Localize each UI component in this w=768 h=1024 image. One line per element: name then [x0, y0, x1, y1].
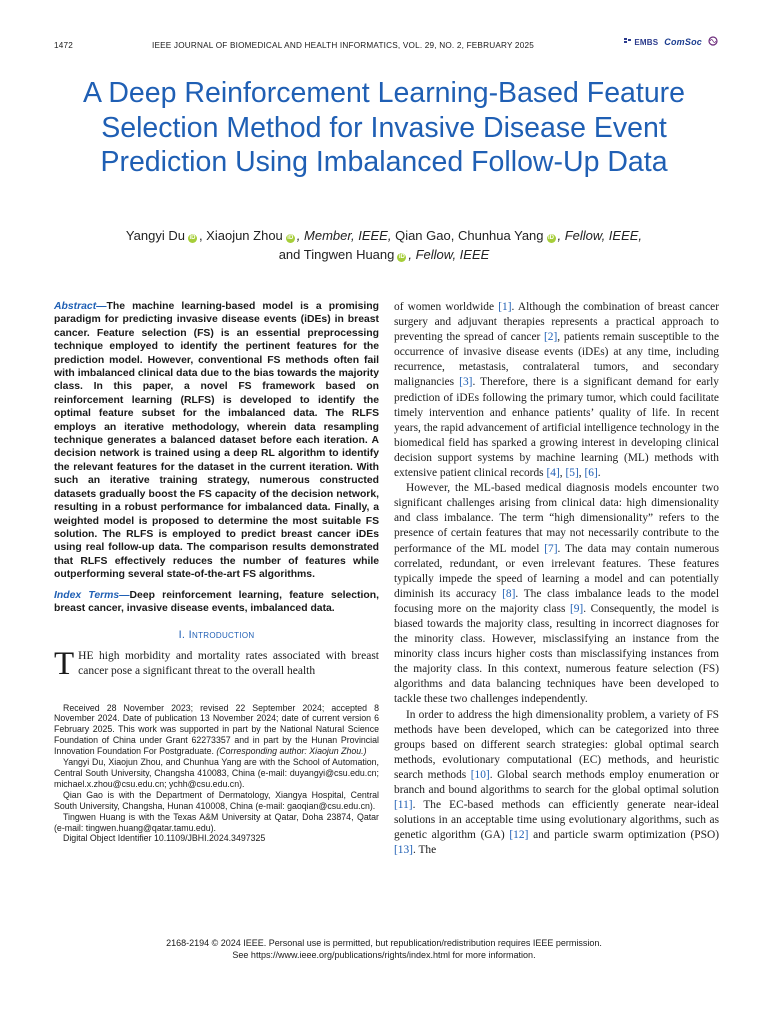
author-name: Yangyi Du	[125, 228, 185, 243]
footnote-affiliation-1: Yangyi Du, Xiaojun Zhou, and Chunhua Yang are with the School of Automation, Central South University, Changsha 410083, China (e-mail: duyangyi@csu.edu.cn; michael.x.zhou@csu.edu.cn; ychh@csu.edu.cn).	[54, 757, 379, 789]
body-paragraph	[394, 300, 719, 481]
running-head	[54, 37, 714, 54]
orcid-icon[interactable]: iD	[287, 235, 294, 241]
body-text: .	[597, 467, 601, 480]
citation-link[interactable]: [11]	[394, 799, 413, 812]
signal-processing-icon	[708, 36, 718, 46]
body-text: ,	[578, 467, 585, 480]
embs-logo-text: EMBS	[634, 38, 659, 47]
body-paragraph	[394, 708, 719, 859]
corresponding-author: (Corresponding author: Xiaojun Zhou.)	[216, 746, 367, 757]
author-name: Qian Gao	[395, 228, 451, 243]
citation-link[interactable]: [3]	[459, 376, 473, 389]
footnote-received	[54, 703, 379, 758]
body-text: ,	[559, 467, 566, 480]
body-text: . Although the combination of breast cancer surgery and adjuvant therapies represents a practical approach to preventing the spread of cancer	[394, 301, 720, 344]
author-membership: , Member, IEEE,	[296, 228, 392, 243]
citation-link[interactable]: [12]	[509, 829, 529, 842]
abstract	[54, 300, 379, 582]
author-name: Tingwen Huang	[303, 246, 395, 262]
section-number: I.	[178, 629, 186, 642]
citation-link[interactable]: [1]	[498, 301, 512, 313]
embs-logo	[624, 37, 658, 47]
body-text: . The class imbalance leads to the model focusing more on the majority class	[394, 587, 719, 615]
citation-link[interactable]: [6]	[584, 467, 598, 480]
body-text: , patients remain susceptible to the occurrence of invasive disease events (iDEs) at any time, including recurrence, metastasis, contralateral tumors, and secondary malignancies	[394, 331, 719, 389]
body-text: In order to address the high dimensionality problem, a variety of FS methods have been developed, which can be categorized into three groups based on different search strategies: global optimal search methods, evolutionary computational (EC) methods, and heuristic search methods	[394, 708, 719, 781]
journal-name: IEEE JOURNAL OF BIOMEDICAL AND HEALTH INFORMATICS, VOL. 29, NO. 2, FEBRUARY 2025	[152, 41, 534, 50]
author-list: Yangyi Du iD , Xiaojun Zhou iD , Member, IEEE, Qian Gao, Chunhua Yang iD , Fellow, IEEE, and Tingwen Huang iD , Fellow, IEEE	[125, 228, 643, 262]
author-conjunction: and	[278, 246, 301, 262]
citation-link[interactable]: [8]	[502, 587, 516, 600]
abstract-label: Abstract	[54, 301, 97, 312]
body-text: However, the ML-based medical diagnosis models encounter two significant challenges arising from clinical data: high dimensionality and class imbalance. The term “high dimensionality” refers to the presence of certain features that may not necessarily contribute to the performance of the ML model	[394, 482, 719, 555]
abstract-text: The machine learning-based model is a promising paradigm for predicting invasive disease events (iDEs) in breast cancer. Feature selection (FS) is an essential preprocessing technique employed to identify the pertinent features for the prediction model. However, conventional FS methods often fail with imbalanced clinical data due to the bias towards the majority class. In this paper, a novel FS framework based on reinforcement learning (RLFS) is developed to identify the optimal feature subset for the imbalanced data. The RLFS employs an iterative methodology, wherein data resampling technique generates a balanced dataset before each iteration. A decision network is trained using a deep RL algorithm to identify the relevant features for the dataset in the current iteration. With such an iterative training strategy, numerous constructed datasets gradually boost the FS capacity of the decision network, resulting in a robust performance for imbalanced data. Finally, a weighted model is proposed to determine the most suitable FS solution. The RLFS is employed to predict breast cancer iDEs using real follow-up data. The comparison results demonstrated that RLFS effectively reduces the number of features while outperforming several state-of-the-art FS algorithms.	[54, 301, 379, 581]
comsoc-logo: ComSoc	[664, 37, 702, 47]
citation-link[interactable]: [13]	[394, 844, 413, 857]
drop-cap: T	[54, 646, 75, 683]
citation-link[interactable]: [2]	[543, 331, 558, 344]
body-text: and particle swarm optimization (PSO)	[528, 829, 720, 842]
embs-mark-icon	[624, 37, 632, 45]
index-terms	[54, 589, 379, 616]
abstract-dash: —	[96, 301, 107, 312]
author-membership: , Fellow, IEEE	[408, 246, 490, 262]
paper-title: A Deep Reinforcement Learning-Based Feature Selection Method for Invasive Disease Event Prediction Using Imbalanced Follow-Up Data	[82, 77, 686, 178]
footnote-affiliation-3: Tingwen Huang is with the Texas A&M University at Qatar, Doha 23874, Qatar (e-mail: tingwen.huang@qatar.tamu.edu).	[54, 811, 379, 833]
page-number: 1472	[54, 41, 74, 50]
body-text: . Global search methods employ enumeration or branch and bound algorithms to search for the global optimal solution	[394, 768, 719, 796]
body-text: . The EC-based methods can efficiently generate near-ideal solutions in an acceptable time using evolutionary algorithms, such as genetic algorithm (GA)	[394, 799, 719, 842]
index-terms-text: Deep reinforcement learning, feature selection, breast cancer, invasive disease events, imbalanced data.	[54, 589, 379, 614]
copyright-notice	[80, 938, 688, 961]
index-terms-dash: —	[119, 589, 130, 601]
footnote	[54, 703, 379, 845]
citation-link[interactable]: [7]	[544, 542, 558, 555]
body-text: . The	[412, 844, 437, 857]
orcid-icon[interactable]: iD	[189, 235, 196, 241]
citation-link[interactable]: [4]	[546, 467, 560, 480]
index-terms-label: Index Terms	[54, 589, 120, 601]
signal-processing-logo	[708, 36, 718, 48]
body-paragraph	[394, 481, 719, 707]
footnote-doi: Digital Object Identifier 10.1109/JBHI.2024.3497325	[63, 833, 266, 844]
footnote-affiliation-2: Qian Gao is with the Department of Dermatology, Xiangya Hospital, Central South University, Changsha, Hunan 410008, China (e-mail: gaoqian@csu.edu.cn).	[54, 789, 379, 811]
author-name: Xiaojun Zhou	[206, 228, 283, 243]
society-logos	[624, 36, 718, 48]
rights-link-line[interactable]: See https://www.ieee.org/publications/rights/index.html for more information.	[232, 949, 536, 960]
body-text: . Therefore, there is a significant demand for early prediction of iDEs following the primary tumor, which could facilitate timely intervention and enhance patients’ quality of life. In recent years, the rapid advancement of artificial intelligence technology in the biomedical field has sparked a growing interest in developing clinical decision support systems by machine learning (ML) methods with extensive patient clinical records	[394, 376, 719, 480]
body-text: . The data may contain numerous correlated, redundant, or even irrelevant features. These features typically impede the speed of learning a model and can potentially diminish its accuracy	[394, 542, 719, 600]
author-membership: , Fellow, IEEE,	[557, 228, 643, 243]
copyright-line: 2168-2194 © 2024 IEEE. Personal use is permitted, but republication/redistribution requires IEEE permission.	[166, 938, 602, 948]
body-text: of women worldwide	[394, 301, 499, 313]
intro-text: HE high morbidity and mortality rates associated with breast cancer pose a significant threat to the overall health	[78, 650, 379, 677]
section-heading	[54, 629, 379, 641]
right-column	[394, 300, 719, 858]
author-name: Chunhua Yang	[457, 228, 544, 243]
footnote-dates-funding: Received 28 November 2023; revised 22 September 2024; accepted 8 November 2024. Date of publication 13 November 2024; date of current version 6 February 2025. This work was supported in part by the National Natural Science Foundation of China under Grant 62273357 and in part by the Hunan Provincial Innovation Foundation For Postgraduate.	[54, 702, 379, 757]
body-text: . Consequently, the model is biased towards the majority class, resulting in incorrect diagnoses for the minority class. However, misclassifying an instance from the minority class incurs higher costs than misclassifying instances from the majority class. In this context, numerous feature selection (FS) algorithms and data balancing techniques have been developed to tackle these two challenges independently.	[394, 602, 719, 706]
citation-link[interactable]: [9]	[569, 602, 584, 615]
citation-link[interactable]: [10]	[470, 768, 490, 781]
orcid-icon[interactable]: iD	[548, 235, 555, 241]
intro-paragraph	[54, 646, 379, 683]
section-title: Introduction	[188, 629, 255, 642]
citation-link[interactable]: [5]	[565, 467, 579, 480]
left-column	[54, 300, 379, 844]
orcid-icon[interactable]: iD	[398, 253, 405, 260]
